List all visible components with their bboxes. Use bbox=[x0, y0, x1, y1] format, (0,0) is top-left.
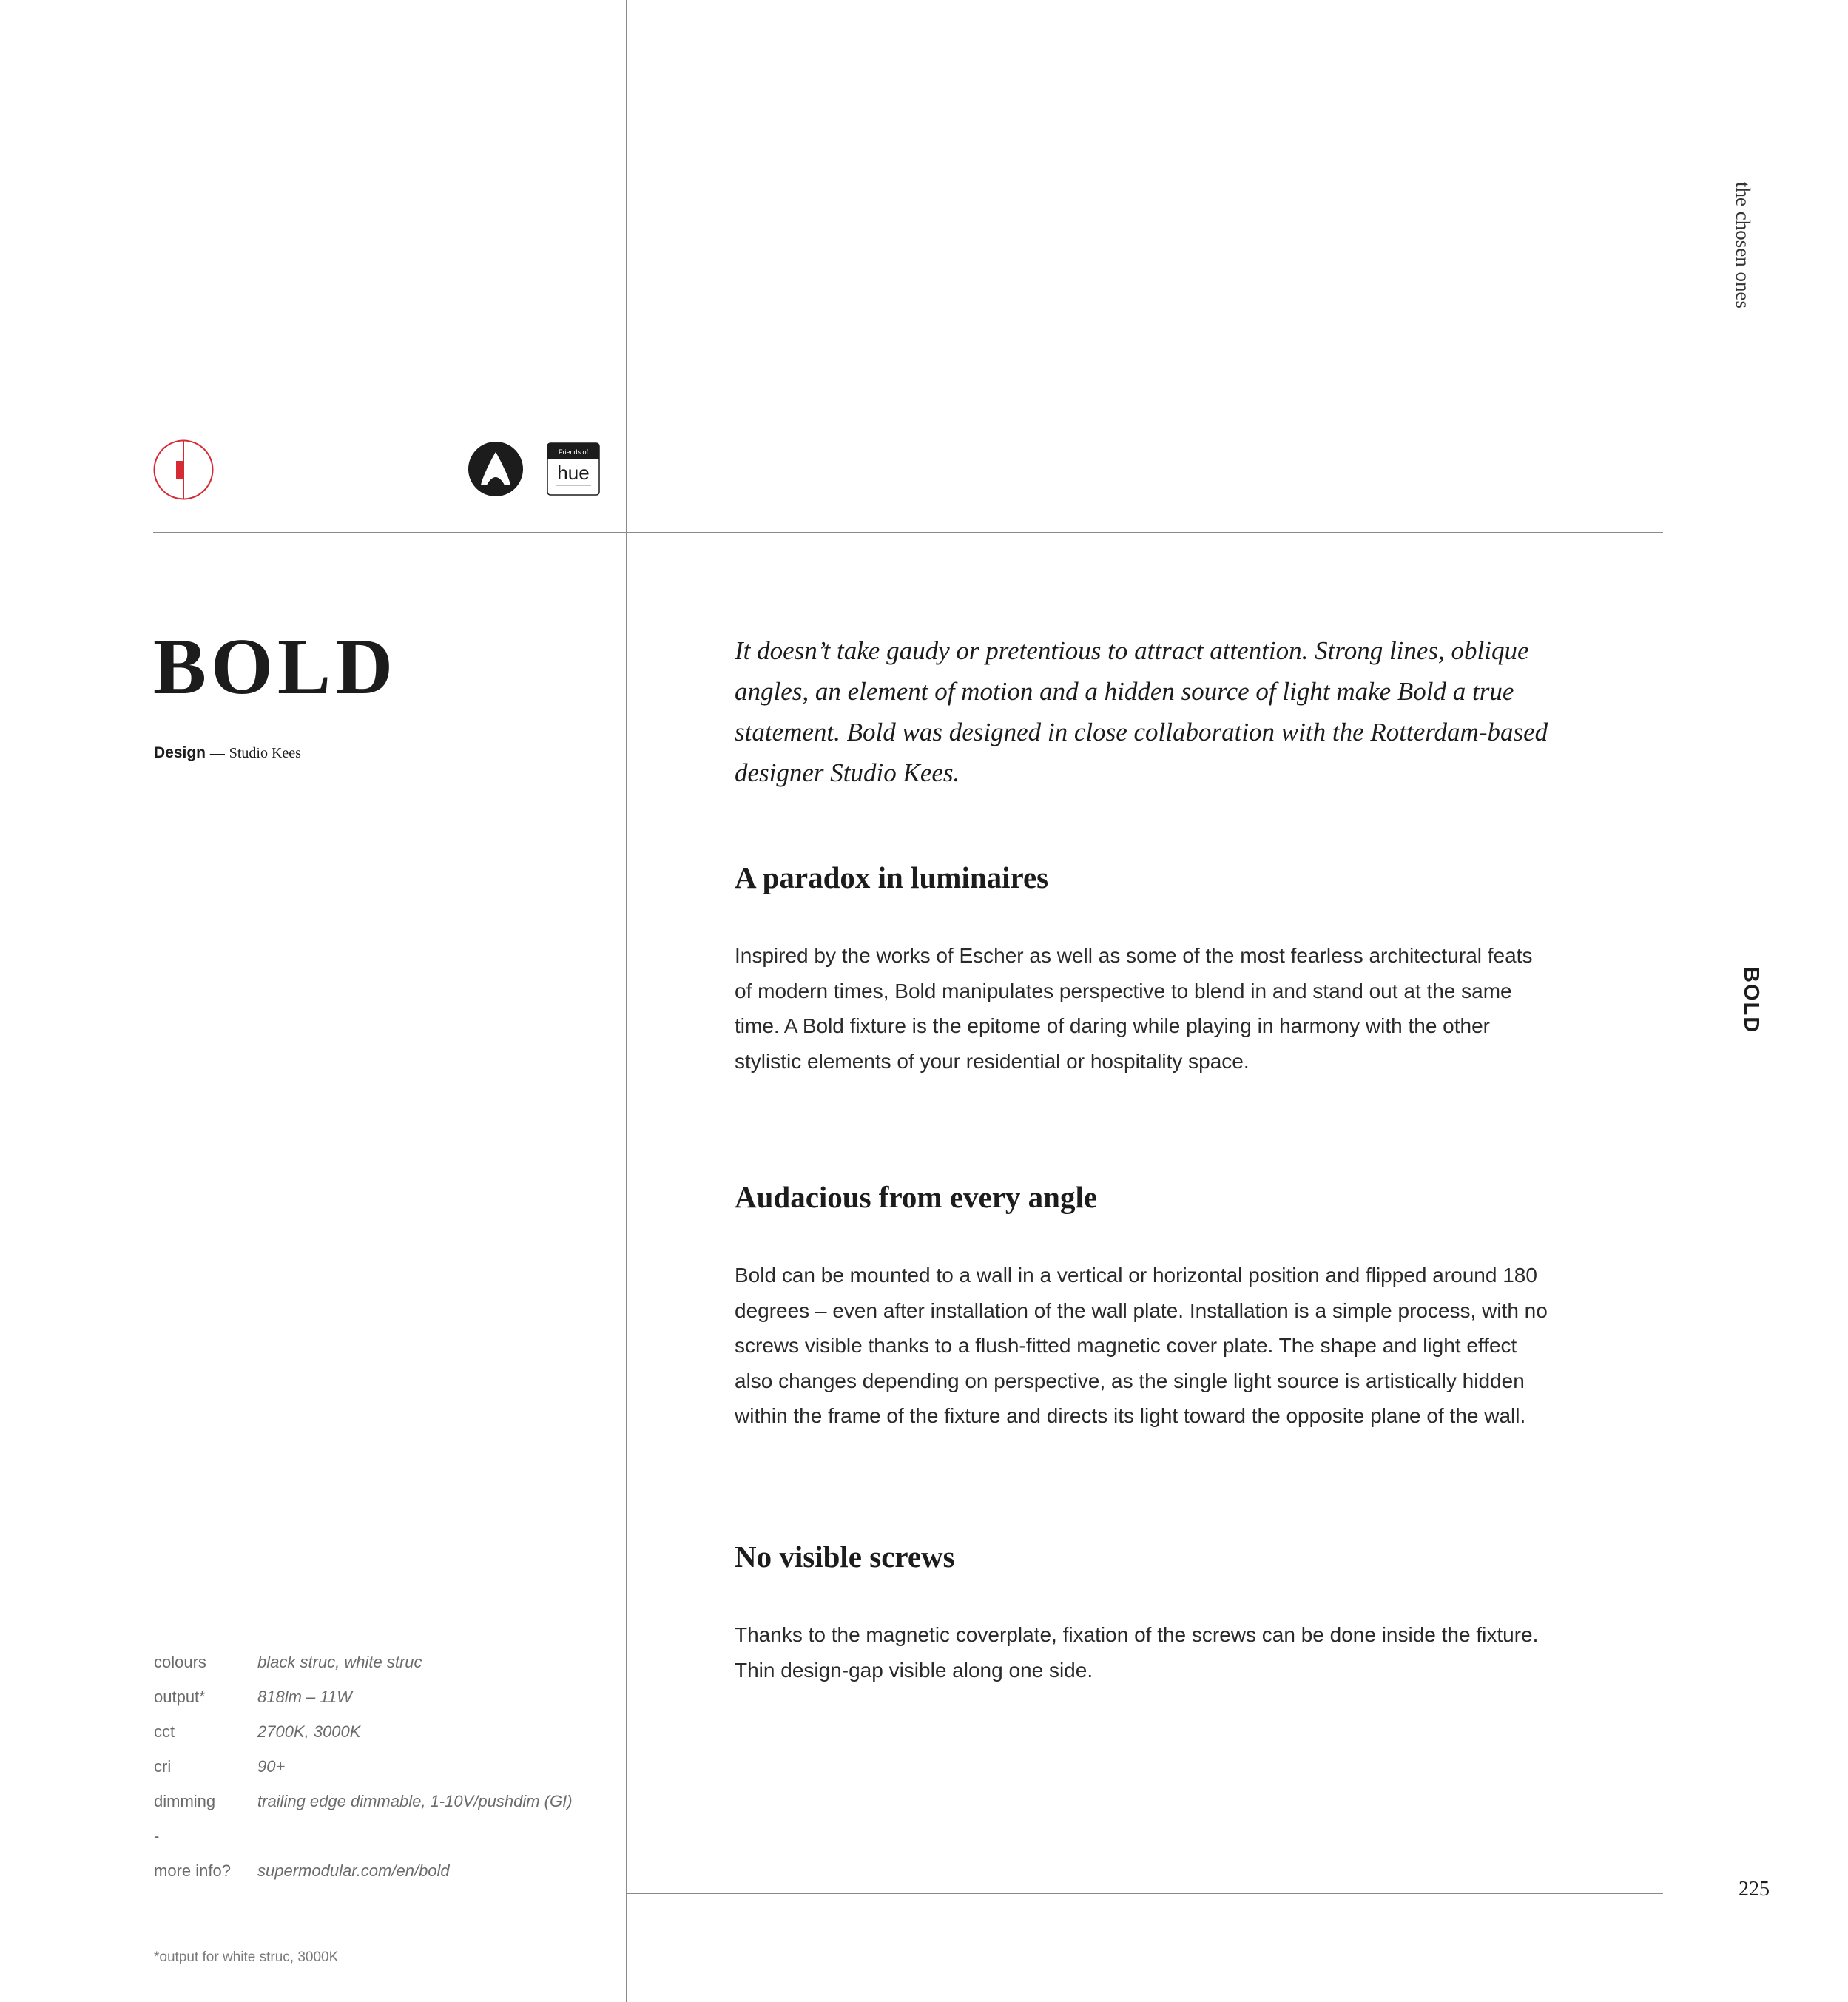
hue-badge-name: hue bbox=[557, 462, 590, 484]
section-body-audacious: Bold can be mounted to a wall in a vertical or horizontal position and flipped around 180 degrees – even after installation of the wall plate. Installation is a simple process, with no screws visible thanks to a flush-fitted magnetic cover plate. The shape and light effect also changes depending on perspective, as the single light source is artistically hidden within the frame of the fixture and directs its light toward the opposite plane of the wall. bbox=[735, 1264, 1548, 1428]
top-divider bbox=[153, 532, 1663, 533]
spec-key: more info? bbox=[154, 1861, 231, 1880]
page-number: 225 bbox=[1739, 1878, 1770, 1901]
designer-name: Studio Kees bbox=[229, 745, 301, 761]
friends-of-hue-badge-icon bbox=[547, 442, 600, 496]
spec-key: cct bbox=[154, 1722, 175, 1741]
product-title: BOLD bbox=[153, 623, 398, 711]
section-heading-screws: No visible screws bbox=[735, 1540, 955, 1574]
design-separator: — bbox=[209, 745, 225, 761]
spec-key: output* bbox=[154, 1688, 206, 1706]
hue-badge-top-text: Friends of bbox=[558, 448, 589, 456]
section-heading-paradox: A paradox in luminaires bbox=[735, 860, 1049, 894]
spec-value: trailing edge dimmable, 1-10V/pushdim (GI) bbox=[257, 1792, 573, 1810]
footnote: *output for white struc, 3000K bbox=[154, 1949, 339, 1965]
intro-paragraph: It doesn’t take gaudy or pretentious to attract attention. Strong lines, oblique angles, an element of motion and a hidden source of light make Bold a true statement. Bold was designed in close collaboration with the Rotterdam-based designer Studio Kees. bbox=[735, 636, 1548, 787]
product-tab-label: BOLD bbox=[1739, 967, 1763, 1034]
section-heading-audacious: Audacious from every angle bbox=[735, 1180, 1098, 1214]
running-head: the chosen ones bbox=[1732, 182, 1754, 309]
design-label: Design bbox=[154, 744, 206, 761]
vertical-divider bbox=[626, 0, 627, 2002]
section-body-screws: Thanks to the magnetic coverplate, fixation of the screws can be done inside the fixture. Thin design-gap visible along one side. bbox=[735, 1623, 1539, 1682]
spec-key: colours bbox=[154, 1653, 206, 1671]
a-badge-icon bbox=[468, 442, 523, 496]
bottom-divider bbox=[626, 1893, 1663, 1894]
spec-value: 90+ bbox=[257, 1757, 286, 1776]
spec-link[interactable]: supermodular.com/en/bold bbox=[257, 1861, 450, 1880]
designer-credit bbox=[154, 744, 301, 762]
spec-value: black struc, white struc bbox=[257, 1653, 422, 1671]
section-body-paradox: Inspired by the works of Escher as well as some of the most fearless architectural feats of modern times, Bold manipulates perspective to blend in and stand out at the same time. A Bold fixture is the epitome of daring while playing in harmony with the other stylistic elements of your residential or hospitality space. bbox=[735, 944, 1533, 1073]
spec-value: 2700K, 3000K bbox=[257, 1722, 361, 1741]
brand-mark-icon bbox=[153, 439, 214, 500]
spec-value: 818lm – 11W bbox=[257, 1688, 352, 1706]
spec-key: cri bbox=[154, 1757, 172, 1776]
spec-key: - bbox=[154, 1827, 160, 1845]
spec-key: dimming bbox=[154, 1792, 216, 1810]
